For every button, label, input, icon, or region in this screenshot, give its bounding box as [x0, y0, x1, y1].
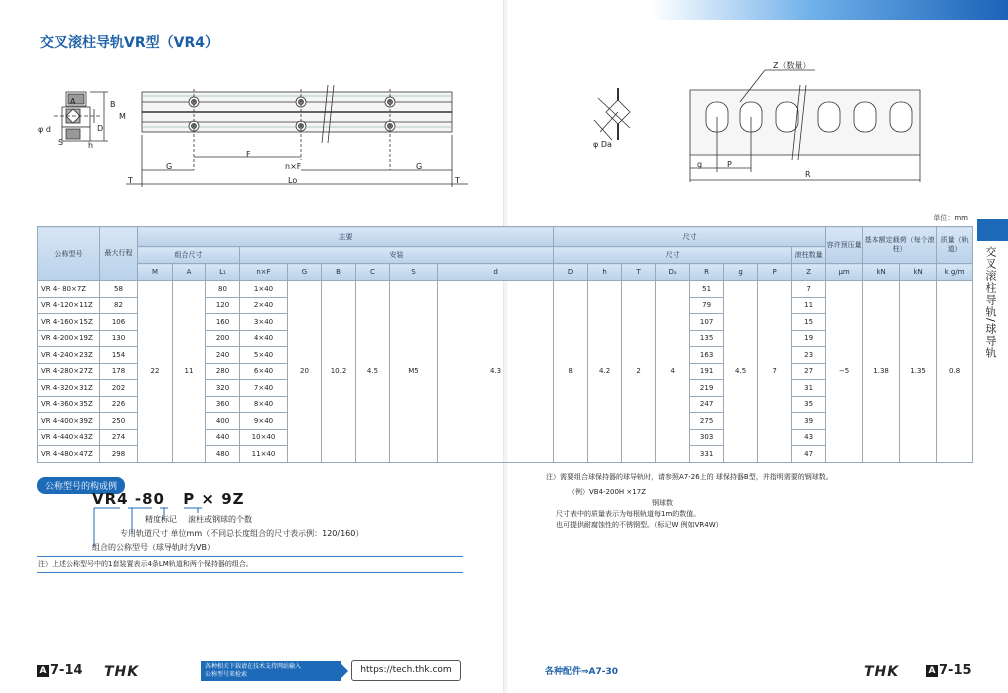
col-l: L₁: [206, 264, 240, 281]
table-cell: 20: [288, 281, 322, 463]
table-cell: 19: [792, 330, 826, 347]
table-cell: 191: [690, 363, 724, 380]
header-model: 公称型号: [38, 227, 100, 281]
thk-logo-right: THK: [864, 664, 900, 680]
left-note: 注）上述公称型号中的1套装置表示4条LM轨道和两个保持器的组合。: [37, 556, 463, 573]
config-combo-model: 组合的公称型号（球导轨时为VB）: [92, 543, 215, 552]
banner-arrow-icon: [338, 661, 348, 681]
dim-label-a: A: [70, 97, 76, 106]
col-delta-unit: μm: [826, 264, 863, 281]
table-cell: 22: [138, 281, 173, 463]
thk-logo-left: THK: [104, 664, 140, 680]
table-cell: 106: [100, 314, 138, 331]
table-cell: 10.2: [322, 281, 356, 463]
note-mass: 尺寸表中的质量表示为每根轨道每1m的数值。: [556, 510, 701, 518]
table-cell: VR 4-280×27Z: [38, 363, 100, 380]
label-p: P: [727, 160, 732, 169]
table-cell: VR 4- 80×7Z: [38, 281, 100, 298]
table-cell: 4×40: [240, 330, 288, 347]
header-mass: 质量（轨道）: [937, 227, 973, 264]
table-cell: 480: [206, 446, 240, 463]
download-banner: 各种相关下载请在技术支持网站输入 公称型号来检索: [201, 661, 341, 681]
table-cell: 35: [792, 396, 826, 413]
note-example: （例）VB4-200H ×17Z: [568, 488, 646, 496]
col-h: h: [588, 264, 622, 281]
col-g: G: [288, 264, 322, 281]
table-cell: 160: [206, 314, 240, 331]
table-cell: 202: [100, 380, 138, 397]
col-c-unit: kN: [863, 264, 900, 281]
table-cell: VR 4-400×39Z: [38, 413, 100, 430]
accessories-ref-link[interactable]: 各种配件⇒A7-30: [545, 667, 619, 677]
table-cell: 8: [554, 281, 588, 463]
config-code: [92, 490, 245, 508]
table-cell: 23: [792, 347, 826, 364]
table-cell: 4.5: [724, 281, 758, 463]
header-dims: 尺寸: [554, 227, 826, 247]
table-cell: 107: [690, 314, 724, 331]
label-r: R: [805, 170, 811, 179]
roller-cage-drawing: [590, 60, 940, 185]
dim-label-t-right: T: [455, 176, 460, 185]
dim-label-g-left: G: [166, 162, 173, 171]
header-mount: 安装: [240, 247, 554, 264]
col-d: d: [438, 264, 554, 281]
table-cell: 11×40: [240, 446, 288, 463]
header-preload: 容许预压量: [826, 227, 863, 264]
table-cell: 82: [100, 297, 138, 314]
col-mass-unit: k g/m: [937, 264, 973, 281]
table-cell: 4.2: [588, 281, 622, 463]
col-da: Dₐ: [656, 264, 690, 281]
table-cell: 247: [690, 396, 724, 413]
table-cell: 4.3: [438, 281, 554, 463]
page-number-right: A 7-15: [926, 663, 972, 678]
col-t: T: [622, 264, 656, 281]
col-a: A: [173, 264, 206, 281]
config-code-length: -80: [134, 490, 165, 508]
table-cell: 1.38: [863, 281, 900, 463]
header-load: 基本额定载荷（每个滚柱）: [863, 227, 937, 264]
table-cell: 1×40: [240, 281, 288, 298]
header-gradient-bar: [652, 0, 1008, 20]
dim-label-f: F: [246, 150, 251, 159]
table-cell: 39: [792, 413, 826, 430]
dim-label-b: B: [110, 100, 116, 109]
table-cell: 331: [690, 446, 724, 463]
table-cell: 58: [100, 281, 138, 298]
dim-label-m: M: [119, 112, 126, 121]
table-cell: 8×40: [240, 396, 288, 413]
page-title: 交叉滚柱导轨VR型（VR4）: [40, 35, 219, 51]
table-cell: 7: [758, 281, 792, 463]
config-code-precision: P: [183, 490, 196, 508]
header-stroke: 最大行程: [100, 227, 138, 281]
table-row: [38, 281, 973, 298]
table-cell: 219: [690, 380, 724, 397]
table-cell: 27: [792, 363, 826, 380]
table-cell: 31: [792, 380, 826, 397]
dim-label-h: h: [88, 141, 94, 150]
unit-label: 单位：mm: [933, 214, 968, 222]
table-cell: VR 4-200×19Z: [38, 330, 100, 347]
table-cell: −5: [826, 281, 863, 463]
table-cell: 400: [206, 413, 240, 430]
config-code-series: VR4: [92, 490, 129, 508]
table-cell: 2×40: [240, 297, 288, 314]
dim-label-small-d: φ d: [38, 125, 51, 134]
table-cell: 2: [622, 281, 656, 463]
table-cell: 240: [206, 347, 240, 364]
col-small-g: g: [724, 264, 758, 281]
table-cell: 200: [206, 330, 240, 347]
header-rollers: 滚柱数量: [792, 247, 826, 264]
table-cell: 11: [792, 297, 826, 314]
dim-label-t-left: T: [128, 176, 133, 185]
table-cell: 3×40: [240, 314, 288, 331]
table-cell: 163: [690, 347, 724, 364]
table-cell: 7: [792, 281, 826, 298]
config-example-label: 公称型号的构成例: [37, 477, 125, 494]
note-ball-count: 钢球数: [652, 499, 673, 507]
table-cell: 7×40: [240, 380, 288, 397]
col-s: S: [390, 264, 438, 281]
table-cell: 51: [690, 281, 724, 298]
table-cell: 47: [792, 446, 826, 463]
dim-label-lo: Lo: [288, 176, 298, 185]
table-cell: VR 4-320×31Z: [38, 380, 100, 397]
table-cell: 79: [690, 297, 724, 314]
table-cell: 6×40: [240, 363, 288, 380]
col-z: Z: [792, 264, 826, 281]
table-cell: 360: [206, 396, 240, 413]
table-cell: 4.5: [356, 281, 390, 463]
config-roller-count: 滚柱或钢球的个数: [188, 515, 252, 524]
table-cell: 43: [792, 429, 826, 446]
note-ball-retainer: 注）需要组合球保持器的球导轨时，请参照A7-26上的 球保持器B型，并指明需要的钢球数。: [546, 473, 833, 481]
table-cell: 303: [690, 429, 724, 446]
col-m: M: [138, 264, 173, 281]
col-nf: n×F: [240, 264, 288, 281]
table-cell: 15: [792, 314, 826, 331]
spec-table: [37, 226, 973, 463]
label-g: g: [697, 160, 703, 169]
table-cell: 280: [206, 363, 240, 380]
label-roller-count: Z（数量）: [773, 61, 811, 70]
table-cell: 274: [100, 429, 138, 446]
table-cell: 0.8: [937, 281, 973, 463]
table-cell: M5: [390, 281, 438, 463]
table-cell: VR 4-160×15Z: [38, 314, 100, 331]
table-cell: 320: [206, 380, 240, 397]
section-tab: [977, 219, 1008, 241]
table-cell: 178: [100, 363, 138, 380]
label-roller-dia: φ Da: [593, 140, 612, 149]
table-cell: VR 4-480×47Z: [38, 446, 100, 463]
page-number-left: A 7-14: [37, 663, 83, 678]
col-p: P: [758, 264, 792, 281]
config-precision-mark: 精度标记: [145, 515, 177, 524]
table-cell: 440: [206, 429, 240, 446]
right-notes: [546, 472, 833, 531]
table-cell: 135: [690, 330, 724, 347]
table-cell: VR 4-440×43Z: [38, 429, 100, 446]
table-cell: 298: [100, 446, 138, 463]
dim-label-g-right: G: [416, 162, 423, 171]
col-c0-unit: kN: [900, 264, 937, 281]
table-cell: 9×40: [240, 413, 288, 430]
table-cell: 130: [100, 330, 138, 347]
col-r: R: [690, 264, 724, 281]
config-code-times: ×: [201, 490, 215, 508]
header-main: 主要: [138, 227, 554, 247]
config-code-count: 9Z: [221, 490, 245, 508]
dim-label-d: D: [97, 124, 104, 133]
col-b: B: [322, 264, 356, 281]
header-combo: 组合尺寸: [138, 247, 240, 264]
section-tab-text: 交叉滚柱导轨/球导轨: [984, 246, 997, 359]
table-cell: 11: [173, 281, 206, 463]
table-cell: VR 4-120×11Z: [38, 297, 100, 314]
table-cell: 154: [100, 347, 138, 364]
dim-label-s: S: [58, 138, 64, 147]
table-cell: 1.35: [900, 281, 937, 463]
table-cell: 120: [206, 297, 240, 314]
table-cell: 10×40: [240, 429, 288, 446]
rail-front-drawing: [38, 85, 468, 197]
table-cell: VR 4-240×23Z: [38, 347, 100, 364]
col-c: C: [356, 264, 390, 281]
table-cell: 275: [690, 413, 724, 430]
table-cell: 4: [656, 281, 690, 463]
support-url-link[interactable]: https://tech.thk.com: [351, 660, 461, 681]
header-size: 尺寸: [554, 247, 792, 264]
dim-label-nxf: n×F: [285, 162, 302, 171]
config-rail-size: 专用轨道尺寸 单位mm（不同总长度组合的尺寸表示例：120/160）: [120, 529, 364, 538]
table-cell: 80: [206, 281, 240, 298]
note-stainless: 也可提供耐腐蚀性的不锈钢型。（标记W 例如VR4W）: [556, 521, 723, 529]
table-cell: 250: [100, 413, 138, 430]
table-cell: VR 4-360×35Z: [38, 396, 100, 413]
table-cell: 226: [100, 396, 138, 413]
table-cell: 5×40: [240, 347, 288, 364]
col-big-d: D: [554, 264, 588, 281]
